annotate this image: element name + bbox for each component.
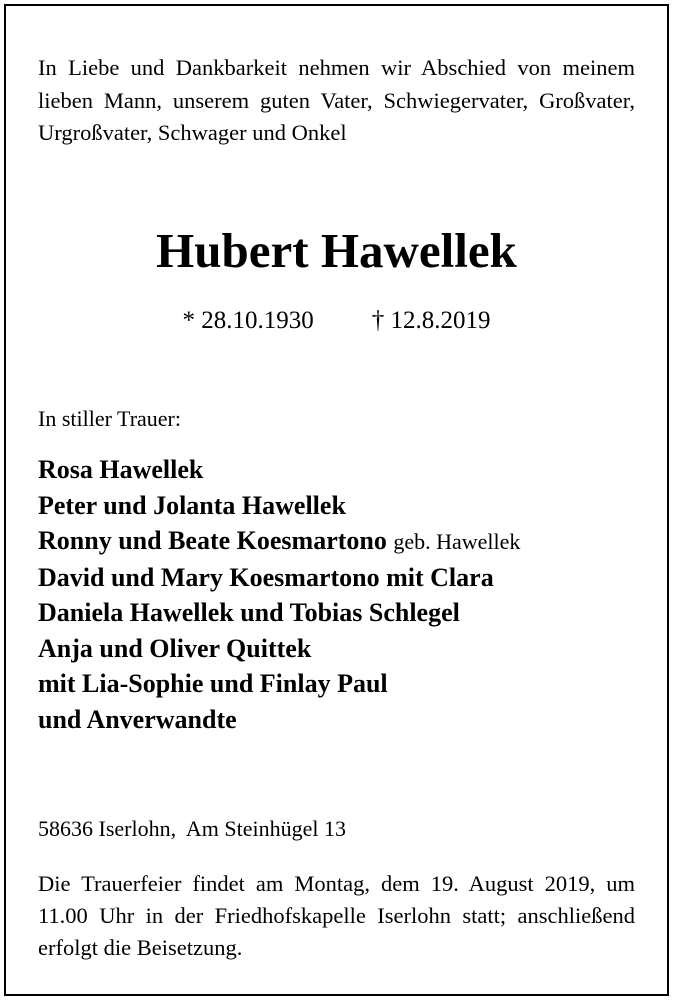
mourner-name: und Anverwandte [38,704,237,734]
intro-text: In Liebe und Dankbarkeit nehmen wir Abschied von meinem lieben Mann, unserem guten Vater, Schwiegervater, Großvater, Urgroßvater, Schwager und Onkel [38,55,635,145]
mourner-line [38,523,635,560]
mourning-label: In stiller Trauer: [38,406,181,431]
mourner-name: Peter und Jolanta Hawellek [38,490,346,520]
mourner-line [38,702,635,738]
mourner-line [38,595,635,631]
ceremony-text: Die Trauerfeier findet am Montag, dem 19. August 2019, um 11.00 Uhr in der Friedhofskapelle Iserlohn statt; anschließend erfolgt die Beisetzung. [38,871,635,960]
mourner-name: David und Mary Koesmartono mit Clara [38,562,494,592]
mourner-line [38,631,635,667]
mourners-list [38,452,635,737]
mourner-name: mit Lia-Sophie und Finlay Paul [38,669,388,698]
address-line: 58636 Iserlohn, Am Steinhügel 13 [38,816,346,841]
mourner-line [38,560,635,596]
mourner-name: Anja und Oliver Quittek [38,633,312,663]
deceased-name: Hubert Hawellek [156,223,517,278]
mourner-note: geb. Hawellek [393,529,521,554]
mourner-line [38,452,635,488]
life-dates [0,305,673,337]
mourner-name: Ronny und Beate Koesmartono [38,526,387,555]
death-date: † 12.8.2019 [371,307,491,334]
mourner-line [38,666,635,702]
mourner-name: Daniela Hawellek und Tobias Schlegel [38,598,460,627]
birth-date: * 28.10.1930 [182,307,314,334]
mourner-name: Rosa Hawellek [38,455,204,484]
mourner-line [38,488,635,524]
